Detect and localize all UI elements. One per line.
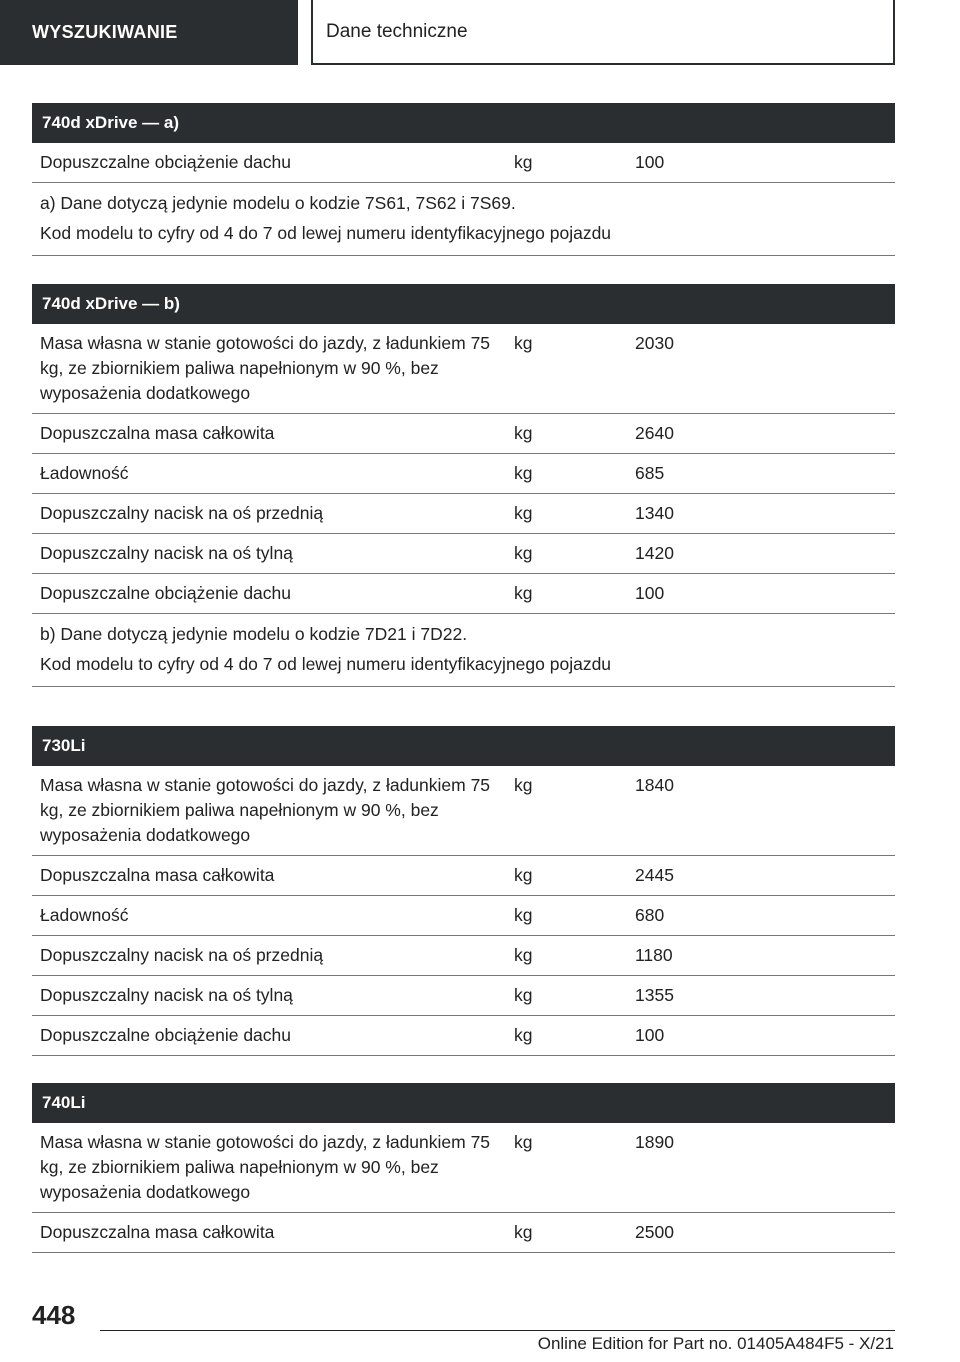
row-value: 1180	[635, 945, 673, 965]
row-value: 2640	[635, 423, 674, 443]
row-unit: kg	[514, 1132, 533, 1152]
row-unit: kg	[514, 583, 533, 603]
table-header	[32, 284, 895, 324]
table-row	[32, 896, 895, 936]
row-label: Ładowność	[40, 905, 129, 925]
table-title: 740d xDrive — a)	[42, 113, 180, 132]
row-value: 2445	[635, 865, 674, 885]
table-row	[32, 494, 895, 534]
row-unit: kg	[514, 1222, 533, 1242]
row-label: Masa własna w stanie gotowości do jazdy, z ładunkiem 75 kg, ze zbiornikiem paliwa napełnionym w 90 %, bez wyposażenia dodatkowego	[40, 775, 491, 845]
note-line: Kod modelu to cyfry od 4 do 7 od lewej numeru identyfikacyjnego pojazdu	[40, 654, 612, 674]
row-unit: kg	[514, 775, 533, 795]
search-tab-label: WYSZUKIWANIE	[32, 22, 178, 42]
table-header	[32, 726, 895, 766]
table-title: 740Li	[42, 1093, 86, 1112]
row-value: 100	[635, 583, 665, 603]
spec-table-740li	[32, 1083, 895, 1253]
table-row	[32, 454, 895, 494]
spec-table-740d-a	[32, 103, 895, 256]
table-row	[32, 324, 895, 414]
row-unit: kg	[514, 333, 533, 353]
table-title: 740d xDrive — b)	[42, 294, 180, 313]
table-row	[32, 766, 895, 856]
row-unit: kg	[514, 152, 533, 172]
row-label: Dopuszczalny nacisk na oś tylną	[40, 543, 293, 563]
search-tab[interactable]	[0, 0, 298, 65]
row-label: Dopuszczalna masa całkowita	[40, 1222, 275, 1242]
row-value: 2030	[635, 333, 674, 353]
note-line: Kod modelu to cyfry od 4 do 7 od lewej numeru identyfikacyjnego pojazdu	[40, 223, 612, 243]
table-header	[32, 1083, 895, 1123]
table-row	[32, 1213, 895, 1253]
row-unit: kg	[514, 543, 533, 563]
row-value: 1340	[635, 503, 674, 523]
row-value: 680	[635, 905, 665, 925]
note-line: b) Dane dotyczą jedynie modelu o kodzie 7D21 i 7D22.	[40, 624, 468, 644]
row-label: Dopuszczalna masa całkowita	[40, 865, 275, 885]
row-unit: kg	[514, 905, 533, 925]
row-unit: kg	[514, 985, 533, 1005]
table-note	[32, 183, 895, 256]
footer-divider	[100, 1330, 895, 1331]
row-label: Dopuszczalna masa całkowita	[40, 423, 275, 443]
page-number: 448	[32, 1300, 76, 1330]
row-label: Masa własna w stanie gotowości do jazdy, z ładunkiem 75 kg, ze zbiornikiem paliwa napełnionym w 90 %, bez wyposażenia dodatkowego	[40, 1132, 491, 1202]
row-unit: kg	[514, 865, 533, 885]
row-unit: kg	[514, 423, 533, 443]
row-label: Dopuszczalny nacisk na oś przednią	[40, 945, 324, 965]
edition-text: Online Edition for Part no. 01405A484F5 - X/21	[537, 1334, 894, 1353]
page-header	[0, 0, 960, 66]
table-note	[32, 614, 895, 687]
row-unit: kg	[514, 1025, 533, 1045]
row-value: 685	[635, 463, 665, 483]
table-row	[32, 1016, 895, 1056]
row-label: Dopuszczalny nacisk na oś przednią	[40, 503, 324, 523]
table-row	[32, 534, 895, 574]
row-value: 100	[635, 152, 665, 172]
row-label: Masa własna w stanie gotowości do jazdy, z ładunkiem 75 kg, ze zbiornikiem paliwa napełnionym w 90 %, bez wyposażenia dodatkowego	[40, 333, 491, 403]
table-row	[32, 574, 895, 614]
section-title: Dane techniczne	[326, 20, 468, 42]
note-line: a) Dane dotyczą jedynie modelu o kodzie 7S61, 7S62 i 7S69.	[40, 193, 516, 213]
table-title: 730Li	[42, 736, 86, 755]
table-row	[32, 1123, 895, 1213]
row-label: Ładowność	[40, 463, 129, 483]
section-tab[interactable]	[311, 0, 895, 65]
table-row	[32, 976, 895, 1016]
row-label: Dopuszczalny nacisk na oś tylną	[40, 985, 293, 1005]
row-value: 2500	[635, 1222, 674, 1242]
table-row	[32, 143, 895, 183]
spec-table-740d-b	[32, 284, 895, 687]
row-label: Dopuszczalne obciążenie dachu	[40, 152, 291, 172]
row-value: 1840	[635, 775, 674, 795]
row-unit: kg	[514, 503, 533, 523]
row-label: Dopuszczalne obciążenie dachu	[40, 1025, 291, 1045]
row-unit: kg	[514, 463, 533, 483]
row-unit: kg	[514, 945, 533, 965]
table-row	[32, 856, 895, 896]
row-value: 100	[635, 1025, 665, 1045]
table-header	[32, 103, 895, 143]
spec-table-730li	[32, 726, 895, 1056]
row-value: 1420	[635, 543, 674, 563]
row-value: 1355	[635, 985, 674, 1005]
table-row	[32, 936, 895, 976]
table-row	[32, 414, 895, 454]
row-value: 1890	[635, 1132, 674, 1152]
row-label: Dopuszczalne obciążenie dachu	[40, 583, 291, 603]
